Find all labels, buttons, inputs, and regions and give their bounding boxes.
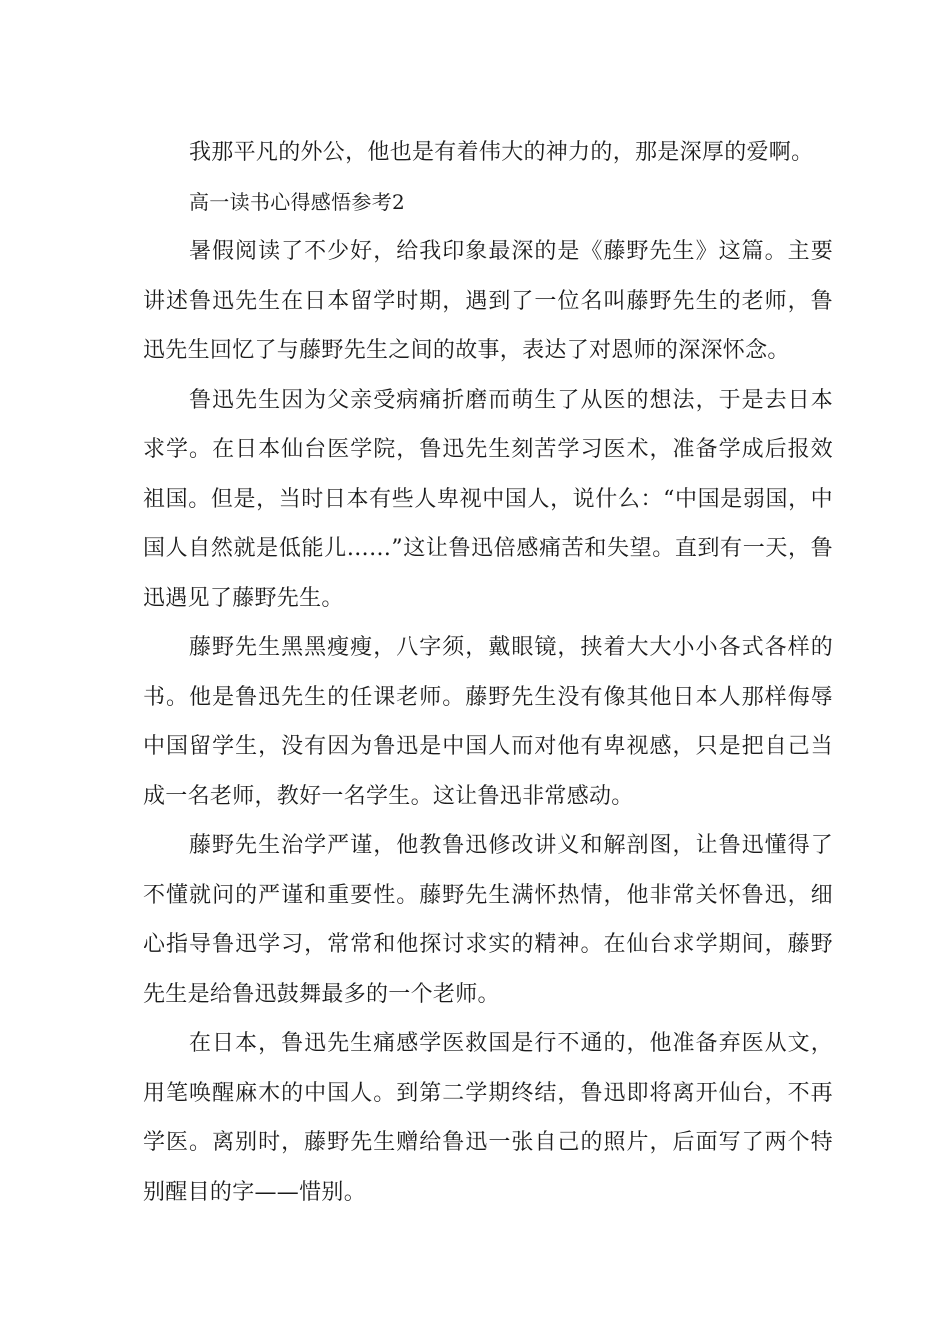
section-title: 高一读书心得感悟参考2	[189, 189, 406, 214]
document-body	[143, 128, 833, 1217]
opening-paragraph: 我那平凡的外公，他也是有着伟大的神力的，那是深厚的爱啊。	[189, 140, 814, 165]
paragraph: 暑假阅读了不少好，给我印象最深的是《藤野先生》这篇。主要讲述鲁迅先生在日本留学时期，遇到了一位名叫藤野先生的老师，鲁迅先生回忆了与藤野先生之间的故事，表达了对恩师的深深怀念。	[143, 239, 833, 363]
paragraph: 藤野先生黑黑瘦瘦，八字须，戴眼镜，挟着大大小小各式各样的书。他是鲁迅先生的任课老师。藤野先生没有像其他日本人那样侮辱中国留学生，没有因为鲁迅是中国人而对他有卑视感，只是把自己当成一名老师，教好一名学生。这让鲁迅非常感动。	[143, 635, 833, 809]
paragraph: 在日本，鲁迅先生痛感学医救国是行不通的，他准备弃医从文，用笔唤醒麻木的中国人。到第二学期终结，鲁迅即将离开仙台，不再学医。离别时，藤野先生赠给鲁迅一张自己的照片，后面写了两个特别醒目的字——惜别。	[143, 1031, 833, 1205]
paragraph: 鲁迅先生因为父亲受病痛折磨而萌生了从医的想法，于是去日本求学。在日本仙台医学院，鲁迅先生刻苦学习医术，准备学成后报效祖国。但是，当时日本有些人卑视中国人，说什么：“中国是弱国，中国人自然就是低能儿……”这让鲁迅倍感痛苦和失望。直到有一天，鲁迅遇见了藤野先生。	[143, 387, 833, 611]
paragraph: 藤野先生治学严谨，他教鲁迅修改讲义和解剖图，让鲁迅懂得了不懂就问的严谨和重要性。藤野先生满怀热情，他非常关怀鲁迅，细心指导鲁迅学习，常常和他探讨求实的精神。在仙台求学期间，藤野先生是给鲁迅鼓舞最多的一个老师。	[143, 833, 833, 1007]
